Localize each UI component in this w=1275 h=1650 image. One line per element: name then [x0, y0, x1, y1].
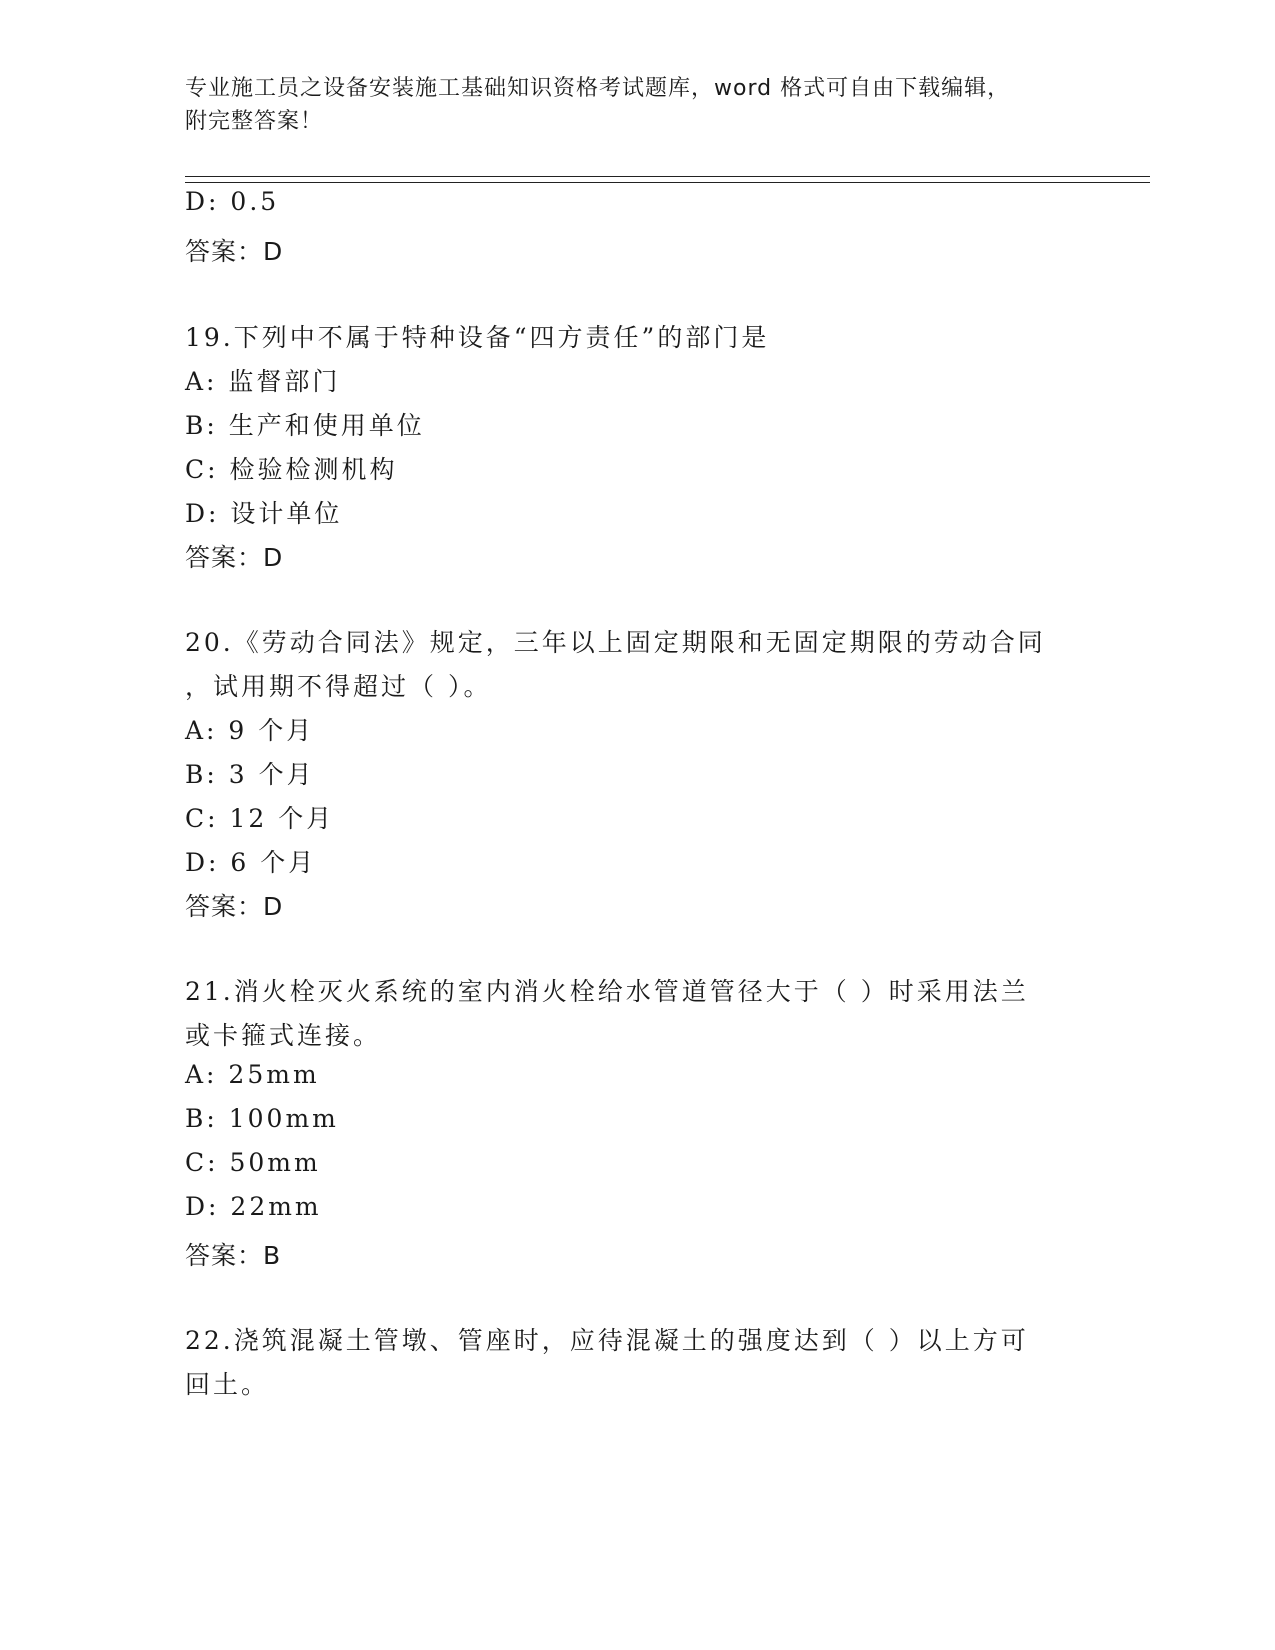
header-divider-bottom [185, 182, 1150, 183]
q19-answer: 答案：D [185, 543, 284, 572]
q19-option-d: D: 设计单位 [185, 499, 343, 528]
q19-question: 19.下列中不属于特种设备“四方责任”的部门是 [185, 323, 770, 352]
prev-answer: 答案：D [185, 237, 284, 266]
q19-option-c: C: 检验检测机构 [185, 455, 398, 484]
q21-option-a: A: 25mm [185, 1060, 320, 1089]
q21-option-b: B: 100mm [185, 1104, 339, 1133]
q22-question-line-1: 22.浇筑混凝土管墩、管座时，应待混凝土的强度达到（ ）以上方可 [185, 1326, 1029, 1355]
document-header [185, 72, 1065, 138]
q20-option-c: C: 12 个月 [185, 804, 335, 833]
q21-option-c: C: 50mm [185, 1148, 321, 1177]
q20-option-a: A: 9 个月 [185, 716, 315, 745]
header-divider-top [185, 176, 1150, 177]
header-line-2: 附完整答案！ [185, 109, 324, 134]
q19-option-a: A: 监督部门 [185, 367, 341, 396]
q22-question-line-2: 回土。 [185, 1370, 270, 1399]
q19-option-b: B: 生产和使用单位 [185, 411, 425, 440]
q21-answer: 答案：B [185, 1241, 282, 1270]
q20-option-d: D: 6 个月 [185, 848, 317, 877]
q20-answer: 答案：D [185, 892, 284, 921]
q20-option-b: B: 3 个月 [185, 760, 315, 789]
header-line-1: 专业施工员之设备安装施工基础知识资格考试题库，word 格式可自由下载编辑， [185, 76, 1011, 101]
q21-question-line-2: 或卡箍式连接。 [185, 1021, 382, 1050]
q20-question-line-2: ，试用期不得超过（ ）。 [185, 672, 492, 701]
prev-option-d: D: 0.5 [185, 187, 280, 216]
q21-question-line-1: 21.消火栓灭火系统的室内消火栓给水管道管径大于（ ）时采用法兰 [185, 977, 1029, 1006]
q20-question-line-1: 20.《劳动合同法》规定，三年以上固定期限和无固定期限的劳动合同 [185, 628, 1046, 657]
q21-option-d: D: 22mm [185, 1192, 322, 1221]
